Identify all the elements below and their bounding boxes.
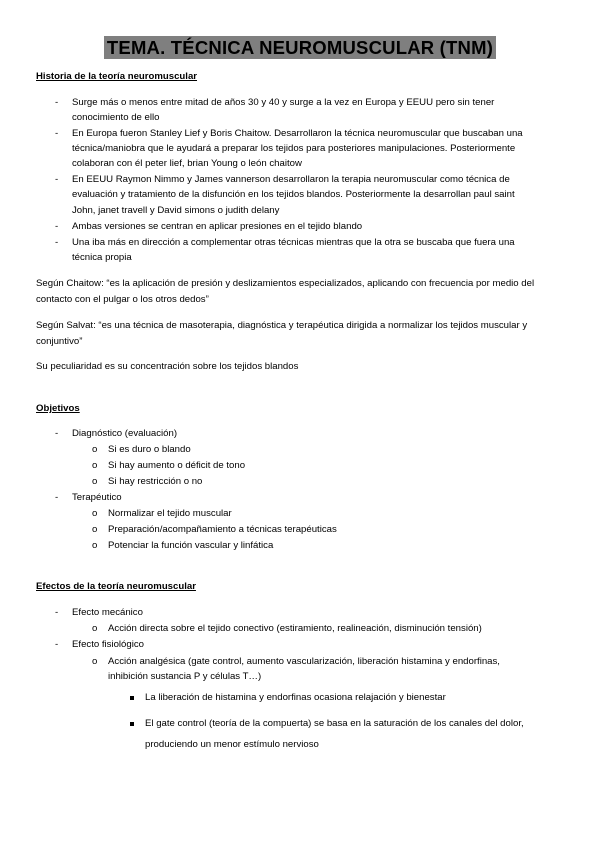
terapeutico-item-2: Preparación/acompañamiento a técnicas terapéuticas [108,524,337,535]
historia-item-1-line-2: conocimiento de ello [72,112,160,123]
circle-bullet: o [92,623,98,634]
historia-heading: Historia de la teoría neuromuscular [36,71,198,82]
circle-bullet: o [92,460,98,471]
circle-bullet: o [92,656,98,667]
dash-bullet: - [55,428,59,439]
fisiologico-item-line-1: Acción analgésica (gate control, aumento vascularización, liberación histamina y endorfinas, [108,656,500,667]
salvat-definition-line-1: Según Salvat: “es una técnica de masoterapia, diagnóstica y terapéutica dirigida a normalizar los tejidos muscular y [36,320,528,331]
historia-item-2-line-2: técnica/maniobra que le ayudará a preparar los tejidos para posteriores manipulaciones. Posteriormente [72,143,516,154]
historia-item-5-line-2: técnica propia [72,252,132,263]
diagnostico-item-2: Si hay aumento o déficit de tono [108,460,246,471]
circle-bullet: o [92,508,98,519]
fisiologico-subitem-2-line-2: produciendo un menor estímulo nervioso [145,739,319,750]
circle-bullet: o [92,524,98,535]
historia-item-3-line-1: En EEUU Raymon Nimmo y James vannerson desarrollaron la terapia neuromuscular como técnica de [72,174,510,185]
historia-item-3-line-3: John, janet travell y David simons o judith delany [72,205,280,216]
efecto-mecanico: Efecto mecánico [72,607,143,618]
dash-bullet: - [55,174,59,185]
document-title: TEMA. TÉCNICA NEUROMUSCULAR (TNM) [104,36,496,59]
circle-bullet: o [92,540,98,551]
square-bullet-icon [130,722,134,726]
circle-bullet: o [92,444,98,455]
objetivo-terapeutico: Terapéutico [72,492,122,503]
dash-bullet: - [55,607,59,618]
objetivo-diagnostico: Diagnóstico (evaluación) [72,428,178,439]
dash-bullet: - [55,492,59,503]
diagnostico-item-1: Si es duro o blando [108,444,191,455]
historia-item-3-line-2: evaluación y tratamiento de la disfunción en los tejidos blandos. Posteriormente la desarrollan paul saint [72,189,515,200]
fisiologico-item-line-2: inhibición sustancia P y células T…) [108,671,262,682]
diagnostico-item-3: Si hay restricción o no [108,476,203,487]
historia-item-1-line-1: Surge más o menos entre mitad de años 30 y 40 y surge a la vez en Europa y EEUU pero sin tener [72,97,495,108]
dash-bullet: - [55,128,59,139]
dash-bullet: - [55,639,59,650]
terapeutico-item-1: Normalizar el tejido muscular [108,508,232,519]
mecanico-item: Acción directa sobre el tejido conectivo (estiramiento, realineación, disminución tensión) [108,623,482,634]
circle-bullet: o [92,476,98,487]
peculiaridad-text: Su peculiaridad es su concentración sobre los tejidos blandos [36,361,299,372]
terapeutico-item-3: Potenciar la función vascular y linfática [108,540,274,551]
chaitow-definition-line-1: Según Chaitow: “es la aplicación de presión y deslizamientos especializados, aplicando con frecuencia por medio del [36,278,535,289]
chaitow-definition-line-2: contacto con el pulgar o los otros dedos” [36,294,209,305]
historia-item-2-line-3: colaboran con él peter lief, brian Young o león chaitow [72,158,302,169]
salvat-definition-line-2: conjuntivo” [36,336,83,347]
fisiologico-subitem-2-line-1: El gate control (teoría de la compuerta) se basa en la saturación de los canales del dolor, [145,718,524,729]
square-bullet-icon [130,696,134,700]
dash-bullet: - [55,237,59,248]
dash-bullet: - [55,221,59,232]
historia-item-4-line-1: Ambas versiones se centran en aplicar presiones en el tejido blando [72,221,363,232]
fisiologico-subitem-1: La liberación de histamina y endorfinas ocasiona relajación y bienestar [145,692,446,703]
historia-item-5-line-1: Una iba más en dirección a complementar otras técnicas mientras que la otra se buscaba que fuera una [72,237,515,248]
efectos-heading: Efectos de la teoría neuromuscular [36,581,196,592]
objetivos-heading: Objetivos [36,403,80,414]
document-title-wrapper [0,36,600,59]
historia-item-2-line-1: En Europa fueron Stanley Lief y Boris Chaitow. Desarrollaron la técnica neuromuscular que buscaban una [72,128,523,139]
efecto-fisiologico: Efecto fisiológico [72,639,144,650]
dash-bullet: - [55,97,59,108]
